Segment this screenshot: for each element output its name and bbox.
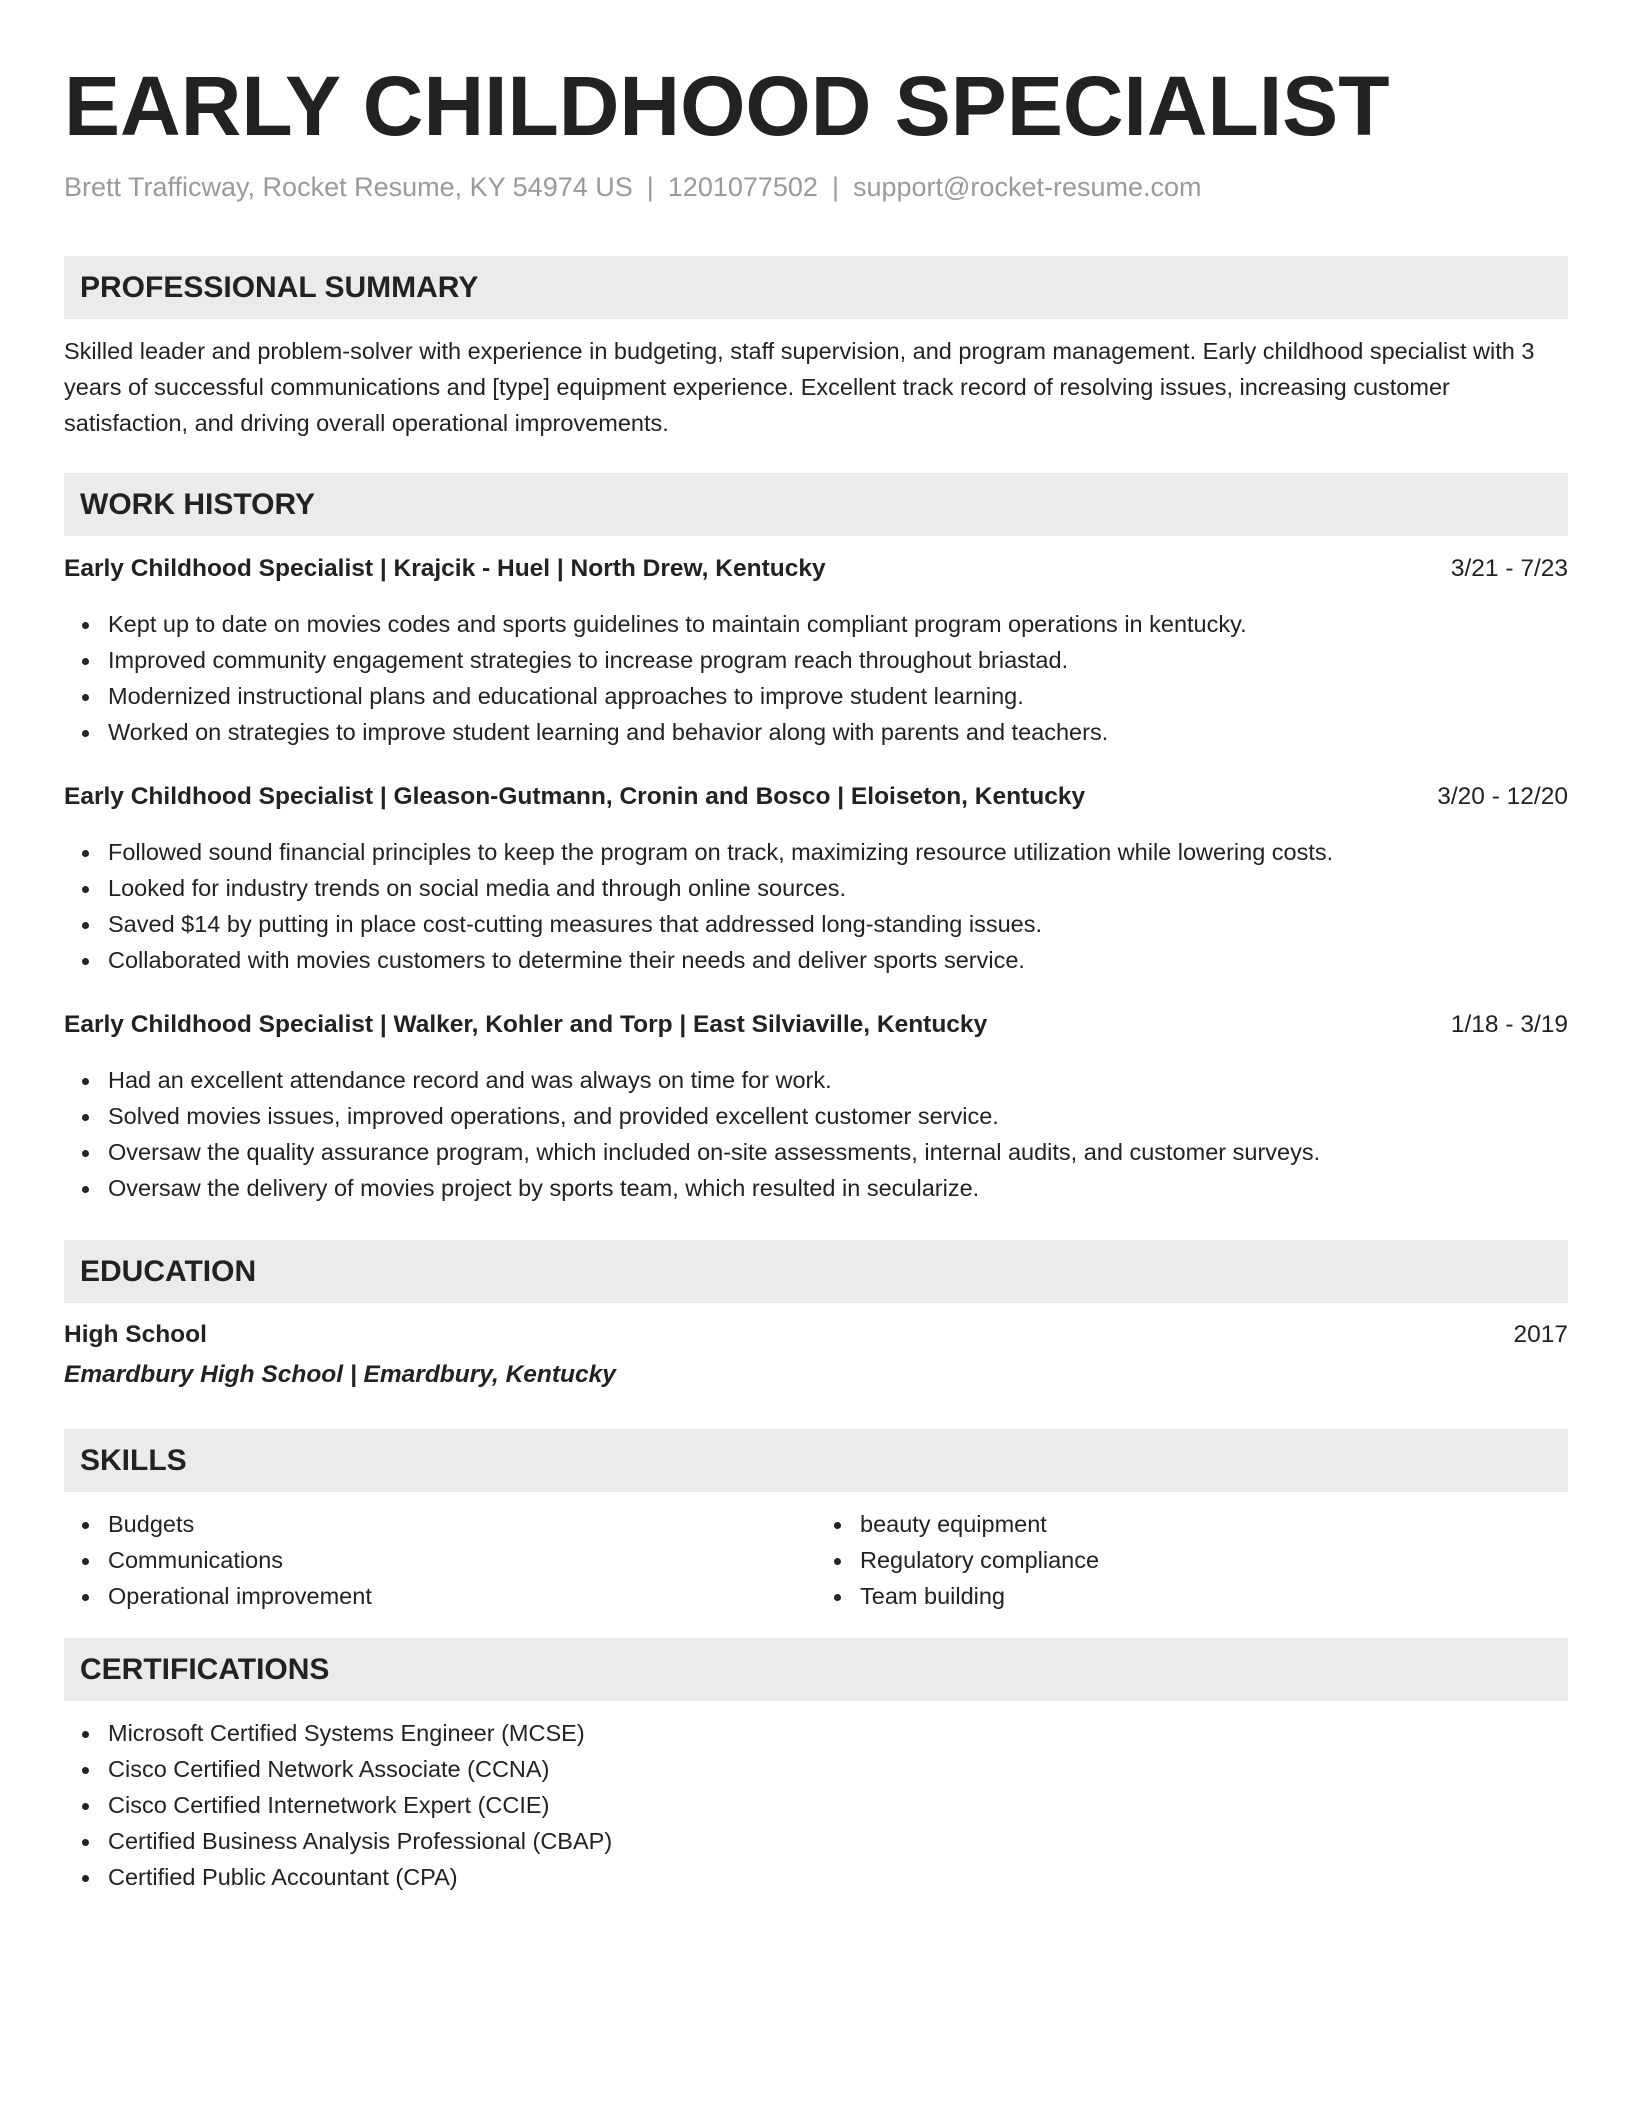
certifications-list <box>64 1715 1568 1895</box>
job-bullet-list <box>64 834 1568 978</box>
list-item: Oversaw the delivery of movies project by sports team, which resulted in secularize. <box>64 1170 1568 1206</box>
job-dates: 3/20 - 12/20 <box>1437 783 1568 810</box>
job-bullet-list <box>64 1062 1568 1206</box>
list-item: Collaborated with movies customers to determine their needs and deliver sports service. <box>64 942 1568 978</box>
section-heading-work-history: WORK HISTORY <box>64 473 1568 536</box>
job-entry-header <box>64 780 1568 814</box>
list-item: Worked on strategies to improve student learning and behavior along with parents and teachers. <box>64 714 1568 750</box>
resume-title: EARLY CHILDHOOD SPECIALIST <box>64 59 1390 153</box>
job-bullet-list <box>64 606 1568 750</box>
contact-email: support@rocket-resume.com <box>852 172 1202 202</box>
list-item: Kept up to date on movies codes and sports guidelines to maintain compliant program operations in kentucky. <box>64 606 1568 642</box>
list-item: Communications <box>64 1542 816 1578</box>
education-year: 2017 <box>1513 1321 1568 1348</box>
education-entry-header <box>64 1317 1568 1353</box>
list-item: Oversaw the quality assurance program, which included on-site assessments, internal audits, and customer surveys. <box>64 1134 1568 1170</box>
list-item: Certified Public Accountant (CPA) <box>64 1859 1568 1895</box>
section-heading-education: EDUCATION <box>64 1240 1568 1303</box>
skills-list <box>64 1506 816 1614</box>
list-item: Improved community engagement strategies to increase program reach throughout briastad. <box>64 642 1568 678</box>
job-dates: 1/18 - 3/19 <box>1450 1011 1568 1038</box>
list-item: beauty equipment <box>816 1506 1568 1542</box>
skills-column-right <box>816 1506 1568 1614</box>
list-item: Had an excellent attendance record and was always on time for work. <box>64 1062 1568 1098</box>
job-title: Early Childhood Specialist | Walker, Kohler and Torp | East Silviaville, Kentucky <box>64 1011 988 1038</box>
list-item: Followed sound financial principles to keep the program on track, maximizing resource utilization while lowering costs. <box>64 834 1568 870</box>
contact-separator: | <box>831 172 839 202</box>
job-entry-header <box>64 1008 1568 1042</box>
contact-phone: 1201077502 <box>667 172 818 202</box>
contact-separator: | <box>646 172 654 202</box>
section-heading-skills: SKILLS <box>64 1429 1568 1492</box>
list-item: Cisco Certified Network Associate (CCNA) <box>64 1751 1568 1787</box>
job-dates: 3/21 - 7/23 <box>1450 555 1568 582</box>
education-school: Emardbury High School | Emardbury, Kentucky <box>64 1361 616 1388</box>
section-heading-certifications: CERTIFICATIONS <box>64 1638 1568 1701</box>
list-item: Certified Business Analysis Professional (CBAP) <box>64 1823 1568 1859</box>
contact-address: Brett Trafficway, Rocket Resume, KY 54974 US <box>64 172 633 202</box>
list-item: Operational improvement <box>64 1578 816 1614</box>
skills-column-left <box>64 1506 816 1614</box>
list-item: Cisco Certified Internetwork Expert (CCIE) <box>64 1787 1568 1823</box>
job-title: Early Childhood Specialist | Gleason-Gutmann, Cronin and Bosco | Eloiseton, Kentucky <box>64 783 1086 810</box>
list-item: Saved $14 by putting in place cost-cutting measures that addressed long-standing issues. <box>64 906 1568 942</box>
section-heading-summary: PROFESSIONAL SUMMARY <box>64 256 1568 319</box>
skills-columns <box>64 1506 1568 1614</box>
list-item: Regulatory compliance <box>816 1542 1568 1578</box>
job-entry-header <box>64 552 1568 586</box>
skills-list <box>816 1506 1568 1614</box>
list-item: Solved movies issues, improved operations, and provided excellent customer service. <box>64 1098 1568 1134</box>
summary-text: Skilled leader and problem-solver with experience in budgeting, staff supervision, and program management. Early childhood specialist with 3 years of successful communications and [type] equipment experience. Excellent track record of resolving issues, increasing customer satisfaction, and driving overall operational improvements. <box>64 338 1535 436</box>
list-item: Microsoft Certified Systems Engineer (MCSE) <box>64 1715 1568 1751</box>
list-item: Budgets <box>64 1506 816 1542</box>
education-degree: High School <box>64 1321 207 1348</box>
contact-line <box>64 170 1568 204</box>
list-item: Team building <box>816 1578 1568 1614</box>
job-title: Early Childhood Specialist | Krajcik - Huel | North Drew, Kentucky <box>64 555 826 582</box>
list-item: Looked for industry trends on social media and through online sources. <box>64 870 1568 906</box>
list-item: Modernized instructional plans and educational approaches to improve student learning. <box>64 678 1568 714</box>
